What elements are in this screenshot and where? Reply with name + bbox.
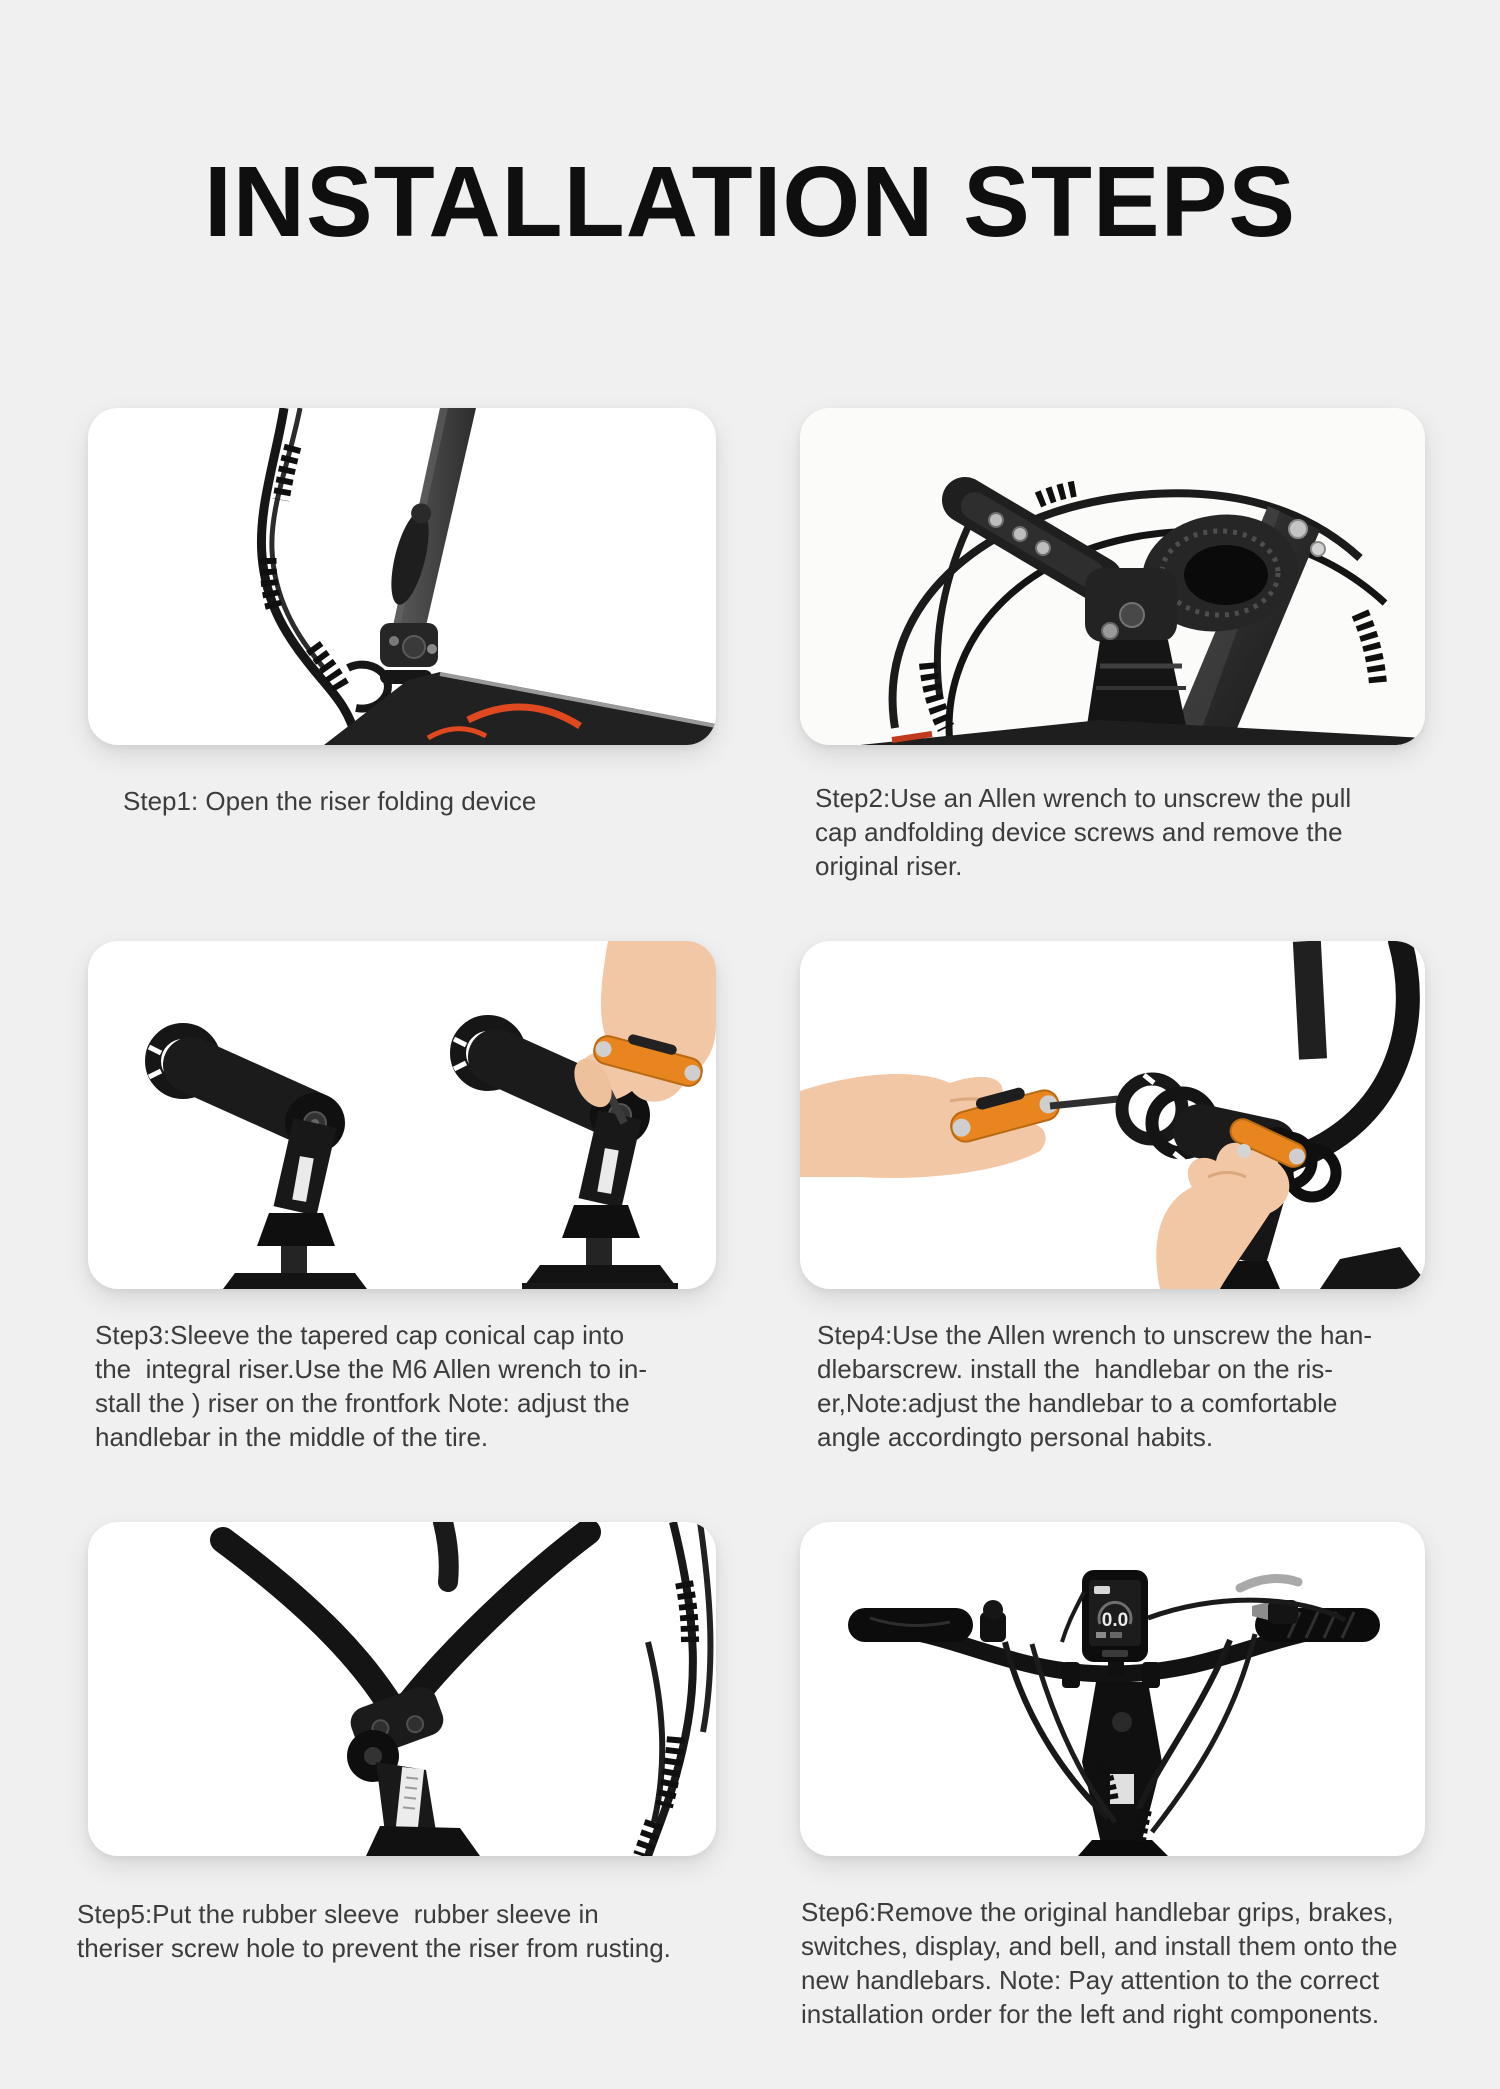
opened-pull-cap-illustration [800,408,1425,745]
caption-line: Step6:Remove the original handlebar grips, brakes, [801,1897,1394,1927]
silver-bolt [1237,1144,1251,1158]
step4-caption [817,1318,1372,1454]
caption-line: Step3:Sleeve the tapered cap conical cap into [95,1320,625,1350]
caption-line: Step5:Put the rubber sleeve rubber sleeve in [77,1899,599,1929]
caption-line: er,Note:adjust the handlebar to a comfortable [817,1388,1338,1418]
caption-line: the integral riser.Use the M6 Allen wrench to in- [95,1354,648,1384]
caption-line: switches, display, and bell, and install them onto the [801,1931,1398,1961]
caption-line: angle accordingto personal habits. [817,1422,1214,1452]
display-clamp-left [1062,1662,1080,1688]
bell [980,1600,1006,1642]
step2-image-card [800,408,1425,745]
rubber-sleeve-riser-illustration [88,1522,716,1856]
caption-line: dlebarscrew. install the handlebar on the ris- [817,1354,1333,1384]
caption-line: Step4:Use the Allen wrench to unscrew the han- [817,1320,1372,1350]
allen-key-rod [1050,1099,1118,1106]
step6-image-card [800,1522,1425,1856]
brake-cable [261,408,387,745]
bike-frame [324,672,716,745]
page-title: INSTALLATION STEPS [203,146,1297,258]
caption-line: new handlebars. Note: Pay attention to the correct [801,1965,1380,1995]
step1-caption [123,784,536,818]
caption-line: original riser. [815,851,963,881]
step3-image-card [88,941,716,1289]
cable-bundle [642,1522,710,1856]
handlebar [223,1522,588,1718]
caption-line: theriser screw hole to prevent the riser from rusting. [77,1933,671,1963]
lcd-display [1082,1570,1148,1676]
folding-hinge-body [1085,568,1177,642]
step4-image-card [800,941,1425,1289]
step1-image-card [88,408,716,745]
silver-bolt [1289,520,1307,538]
step2-caption [815,781,1351,883]
caption-line: cap andfolding device screws and remove the [815,817,1343,847]
caption-line: handlebar in the middle of the tire. [95,1422,489,1452]
screw [989,513,1003,527]
battery-icon [1094,1586,1110,1594]
step6-caption [801,1895,1397,2031]
riser-left [149,1031,373,1289]
step5-caption [77,1897,671,1965]
caption-line: Step2:Use an Allen wrench to unscrew the pull [815,783,1352,813]
speed-readout: 0.0 [1101,1610,1129,1631]
caption-line: stall the ) riser on the frontfork Note: adjust the [95,1388,630,1418]
two-risers-allen-wrench-illustration [88,941,716,1289]
stem-body [366,1762,480,1856]
caption-line: installation order for the left and right components. [801,1999,1380,2029]
folding-clamp-hinge [380,623,438,667]
step5-image-card [88,1522,716,1856]
riser-folding-device-illustration [88,408,716,745]
step3-caption [95,1318,647,1454]
caption-line: Step1: Open the riser folding device [123,786,537,816]
assembled-handlebar-illustration [800,1522,1425,1856]
unscrew-handlebar-screw-illustration [800,941,1425,1289]
left-grip [848,1608,973,1642]
